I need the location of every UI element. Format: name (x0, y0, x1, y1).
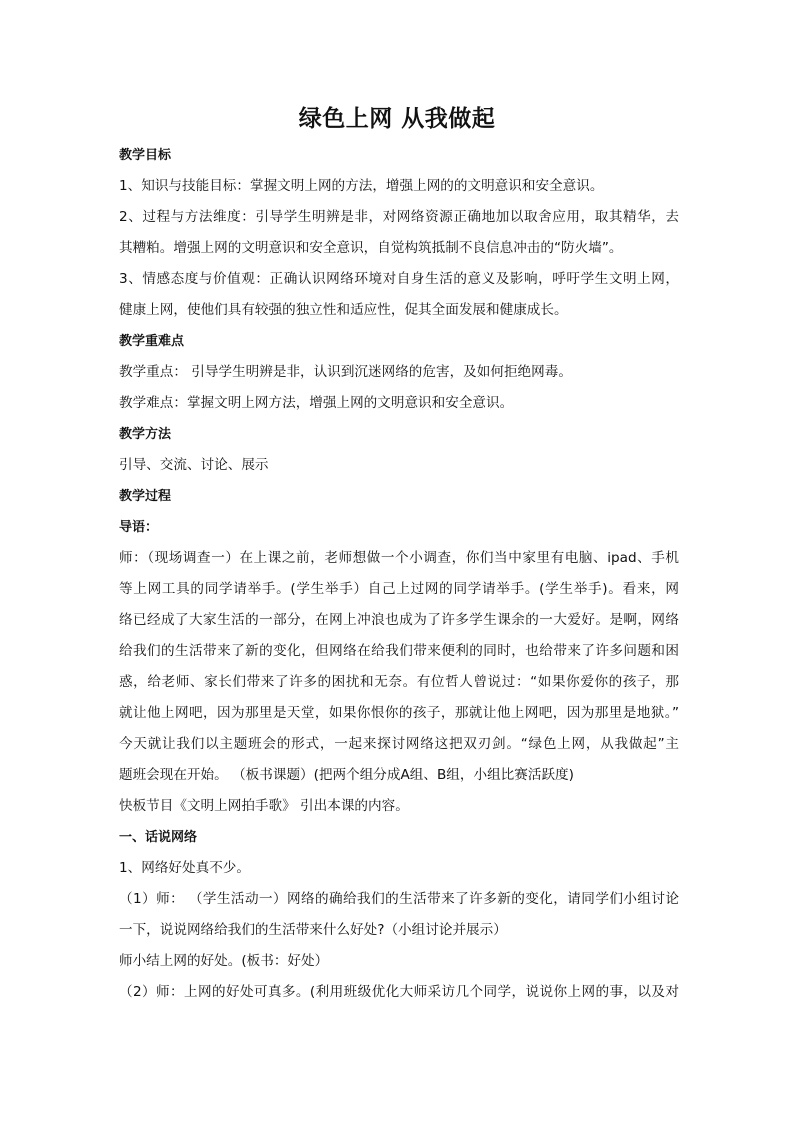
document-line: 2、过程与方法维度：引导学生明辨是非，对网络资源正确地加以取舍应用，取其精华，去 (119, 209, 679, 225)
section-heading: 一、话说网络 (119, 830, 198, 845)
document-line: 3、情感态度与价值观：正确认识网络环境对自身生活的意义及影响，呼吁学生文明上网， (119, 271, 679, 287)
document-line: 络已经成了大家生活的一部分，在网上冲浪也成为了许多学生课余的一大爱好。是啊，网络 (119, 612, 679, 628)
document-line: 师小结上网的好处。(板书：好处） (119, 953, 329, 969)
section-heading: 教学方法 (119, 427, 172, 442)
document-line: 1、知识与技能目标：掌握文明上网的方法，增强上网的的文明意识和安全意识。 (119, 178, 604, 194)
document-line: 就让他上网吧，因为那里是天堂，如果你恨你的孩子，那就让他上网吧，因为那里是地狱。” (119, 705, 679, 721)
document-line: 等上网工具的同学请举手。(学生举手）自己上过网的同学请举手。(学生举手)。看来，网 (119, 581, 679, 597)
document-line: 教学难点：掌握文明上网方法，增强上网的文明意识和安全意识。 (119, 395, 514, 411)
document-line: 今天就让我们以主题班会的形式，一起来探讨网络这把双刃剑。“绿色上网，从我做起”主 (119, 736, 679, 752)
document-line: 师：（现场调查一）在上课之前，老师想做一个小调查，你们当中家里有电脑、ipad、手机 (119, 550, 679, 566)
section-heading: 教学目标 (119, 148, 172, 163)
document-line: 其糟粕。增强上网的文明意识和安全意识，自觉构筑抵制不良信息冲击的“防火墙”。 (119, 240, 623, 256)
document-line: 快板节目《文明上网拍手歌》 引出本课的内容。 (119, 798, 409, 814)
document-body (119, 140, 679, 1008)
document-line: 惑，给老师、家长们带来了许多的困扰和无奈。有位哲人曾说过：“如果你爱你的孩子，那 (119, 674, 679, 690)
document-line: （1）师： （学生活动一）网络的确给我们的生活带来了许多新的变化，请同学们小组讨论 (119, 891, 679, 907)
document-line: （2）师：上网的好处可真多。(利用班级优化大师采访几个同学，说说你上网的事，以及对 (119, 984, 679, 1000)
section-heading: 教学过程 (119, 489, 172, 504)
document-line: 引导、交流、讨论、展示 (119, 457, 269, 473)
document-line: 一下，说说网络给我们的生活带来什么好处?（小组讨论并展示） (119, 922, 507, 938)
document-line: 给我们的生活带来了新的变化，但网络在给我们带来便利的同时，也给带来了许多问题和困 (119, 643, 679, 659)
document-line: 1、网络好处真不少。 (119, 860, 250, 876)
document-title: 绿色上网 从我做起 (298, 106, 496, 132)
section-heading: 导语： (119, 520, 159, 535)
document-line: 题班会现在开始。 （板书课题）(把两个组分成A组、B组，小组比赛活跃度) (119, 767, 574, 783)
document-line: 健康上网，使他们具有较强的独立性和适应性，促其全面发展和健康成长。 (119, 302, 568, 318)
section-heading: 教学重难点 (119, 334, 185, 349)
document-line: 教学重点： 引导学生明辨是非，认识到沉迷网络的危害，及如何拒绝网毒。 (119, 364, 572, 380)
